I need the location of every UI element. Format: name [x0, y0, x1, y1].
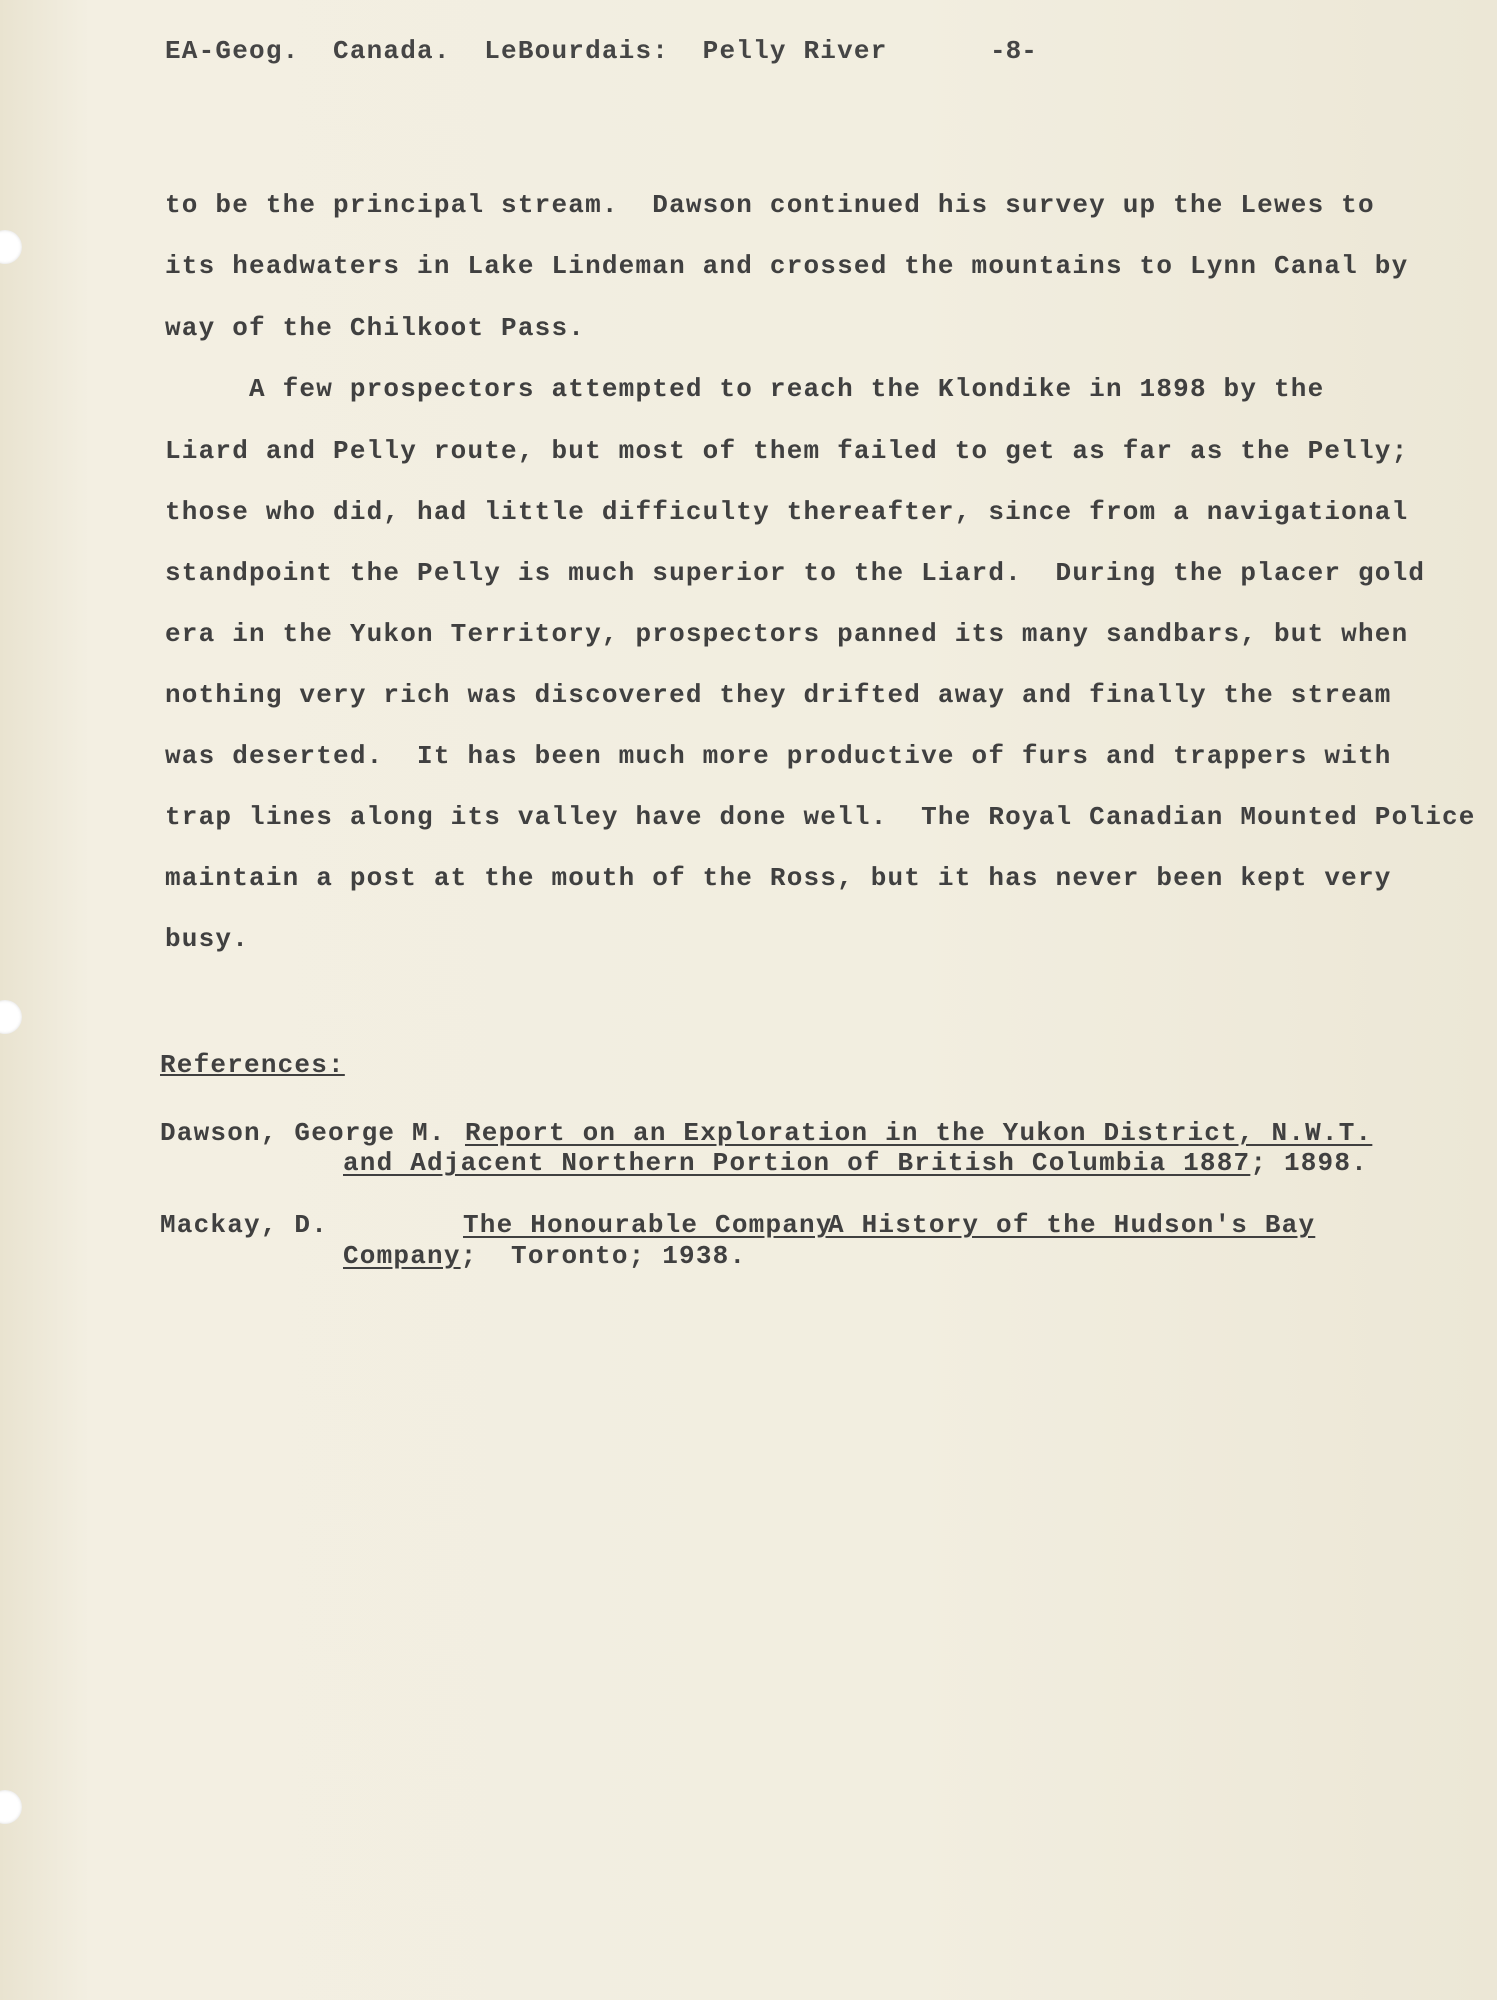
body-line: maintain a post at the mouth of the Ross, but it has never been kept very: [165, 863, 1392, 893]
body-line: nothing very rich was discovered they drifted away and finally the stream: [165, 680, 1392, 710]
running-header: EA-Geog. Canada. LeBourdais: Pelly River: [165, 36, 888, 66]
reference-author: Dawson, George M.: [160, 1118, 446, 1148]
page-number: -8-: [990, 36, 1037, 66]
reference-title-continued: [343, 1241, 746, 1271]
reference-title: The Honourable Company: [463, 1210, 833, 1240]
reference-subtitle: A History of the Hudson's Bay: [828, 1210, 1316, 1240]
body-line: era in the Yukon Territory, prospectors panned its many sandbars, but when: [165, 619, 1409, 649]
reference-tail: ; Toronto; 1938.: [460, 1241, 747, 1271]
body-line: standpoint the Pelly is much superior to the Liard. During the placer gold: [165, 558, 1426, 588]
references-heading: References:: [160, 1050, 345, 1080]
reference-title: Report on an Exploration in the Yukon District, N.W.T.: [465, 1118, 1373, 1148]
reference-title-line2: and Adjacent Northern Portion of British Columbia 1887: [343, 1148, 1251, 1178]
body-line: busy.: [165, 924, 250, 954]
reference-title-continued: [343, 1148, 1368, 1178]
body-line: to be the principal stream. Dawson continued his survey up the Lewes to: [165, 190, 1375, 220]
body-line: A few prospectors attempted to reach the Klondike in 1898 by the: [165, 374, 1325, 404]
body-line: its headwaters in Lake Lindeman and crossed the mountains to Lynn Canal by: [165, 251, 1409, 281]
body-line: those who did, had little difficulty thereafter, since from a navigational: [165, 497, 1409, 527]
reference-author: Mackay, D.: [160, 1210, 329, 1240]
body-line: way of the Chilkoot Pass.: [165, 313, 586, 343]
punch-hole: [0, 1790, 22, 1824]
punch-hole: [0, 1000, 22, 1034]
reference-tail: ; 1898.: [1250, 1148, 1368, 1178]
body-line: was deserted. It has been much more productive of furs and trappers with: [165, 741, 1392, 771]
punch-hole: [0, 230, 22, 264]
body-line: trap lines along its valley have done well. The Royal Canadian Mounted Police: [165, 802, 1476, 832]
reference-title-line2: Company: [343, 1241, 461, 1271]
body-line: Liard and Pelly route, but most of them failed to get as far as the Pelly;: [165, 436, 1409, 466]
